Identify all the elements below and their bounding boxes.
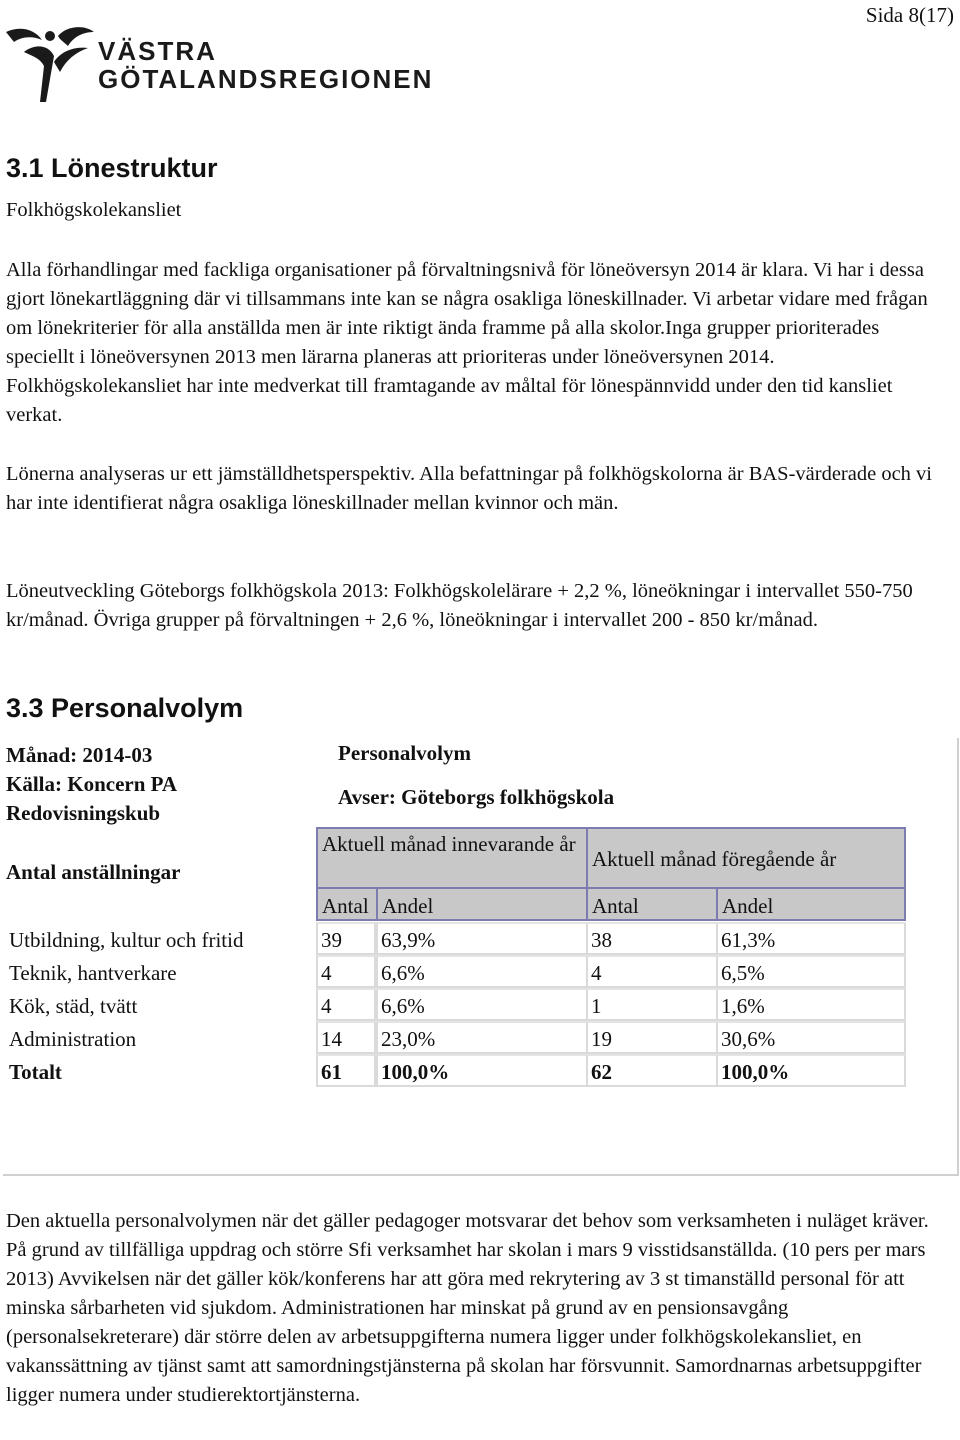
paragraph-salary-development: Löneutveckling Göteborgs folkhögskola 2013: Folkhögskolelärare + 2,2 %, löneökningar i intervallet 550-750 kr/månad. Övriga grupper på förvaltningen + 2,6 %, löneökningar i intervallet 200 - 850 kr/månad.: [6, 580, 913, 631]
row-current-count: 4: [316, 955, 376, 988]
row-current-share: 6,6%: [376, 955, 588, 988]
row-previous-share: 61,3%: [716, 922, 906, 955]
row-previous-count: 38: [586, 922, 718, 955]
section-title-lonestruktur: 3.1 Lönestruktur: [6, 153, 218, 183]
row-current-share: 6,6%: [376, 988, 588, 1021]
table-source-cube: Redovisningskub: [6, 801, 161, 825]
table-scope: Avser: Göteborgs folkhögskola: [338, 785, 615, 809]
logo-text-line2: GÖTALANDSREGIONEN: [98, 64, 434, 94]
subheader-count-previous: Antal: [586, 887, 718, 921]
row-category: Utbildning, kultur och fritid: [9, 928, 244, 952]
subheader-share-previous: Andel: [716, 887, 906, 921]
row-previous-count: 1: [586, 988, 718, 1021]
table-source: Källa: Koncern PA: [6, 772, 178, 796]
row-category: Teknik, hantverkare: [9, 961, 177, 985]
organization-logo: [4, 22, 433, 106]
total-current-count: 61: [316, 1054, 376, 1087]
subheader-share-current: Andel: [376, 887, 588, 921]
row-current-share: 23,0%: [376, 1021, 588, 1054]
logo-symbol-icon: [4, 22, 96, 106]
paragraph-equality: Lönerna analyseras ur ett jämställdhetsperspektiv. Alla befattningar på folkhögskolorna är BAS-värderade och vi har inte identifierat några osakliga löneskillnader mellan kvinnor och män.: [6, 463, 932, 514]
subheader-count-current: Antal: [316, 887, 378, 921]
table-title: Personalvolym: [338, 741, 471, 765]
table-month: Månad: 2014-03: [6, 743, 153, 767]
paragraph-personnel-analysis: Den aktuella personalvolymen när det gäller pedagoger motsvarar det behov som verksamheten i nuläget kräver. På grund av tillfälliga uppdrag och större Sfi verksamhet har skolan i mars 9 visstidsanställda. (10 pers per mars 2013) Avvikelsen när det gäller kök/konferens har att göra med rekrytering av 3 st timanställd personal för att minska sårbarheten vid sjukdom. Administrationen har minskat på grund av en pensionsavgång (personalsekreterare) där större delen av arbetsuppgifterna numera ligger under folkhögskolekansliet, en vakanssättning av tjänst samt att samordningstjänsterna på skolan har försvunnit. Samordnarnas arbetsuppgifter ligger numera under studierektortjänsterna.: [6, 1210, 929, 1406]
section-subtitle: Folkhögskolekansliet: [6, 199, 182, 221]
row-current-count: 39: [316, 922, 376, 955]
column-header-current: Aktuell månad innevarande år: [316, 827, 588, 889]
column-header-previous: Aktuell månad föregående år: [586, 827, 906, 889]
total-previous-share: 100,0%: [716, 1054, 906, 1087]
page-number: Sida 8(17): [865, 3, 954, 27]
total-label: Totalt: [9, 1060, 62, 1084]
table-info: [6, 741, 177, 828]
total-previous-count: 62: [586, 1054, 718, 1087]
row-current-count: 4: [316, 988, 376, 1021]
row-previous-share: 1,6%: [716, 988, 906, 1021]
row-previous-count: 4: [586, 955, 718, 988]
row-previous-share: 30,6%: [716, 1021, 906, 1054]
row-previous-share: 6,5%: [716, 955, 906, 988]
total-current-share: 100,0%: [376, 1054, 588, 1087]
row-current-count: 14: [316, 1021, 376, 1054]
row-category: Administration: [9, 1027, 137, 1051]
logo-text-line1: VÄSTRA: [98, 36, 217, 66]
row-category: Kök, städ, tvätt: [9, 994, 138, 1018]
paragraph-negotiations: Alla förhandlingar med fackliga organisationer på förvaltningsnivå för löneöversyn 2014 är klara. Vi har i dessa gjort lönekartläggning där vi tillsammans inte kan se några osakliga löneskillnader. Vi arbetar vidare med frågan om lönekriterier för alla anställda men är inte riktigt ända framme på alla skolor.Inga grupper prioriterades speciellt i löneöversynen 2013 men lärarna planeras att prioriteras under löneöversynen 2014. Folkhögskolekansliet har inte medverkat till framtagande av måltal för lönespännvidd under den tid kansliet verkat.: [6, 259, 928, 426]
table-row-header: Antal anställningar: [6, 860, 181, 884]
row-current-share: 63,9%: [376, 922, 588, 955]
row-previous-count: 19: [586, 1021, 718, 1054]
section-title-personalvolym: 3.3 Personalvolym: [6, 693, 244, 723]
